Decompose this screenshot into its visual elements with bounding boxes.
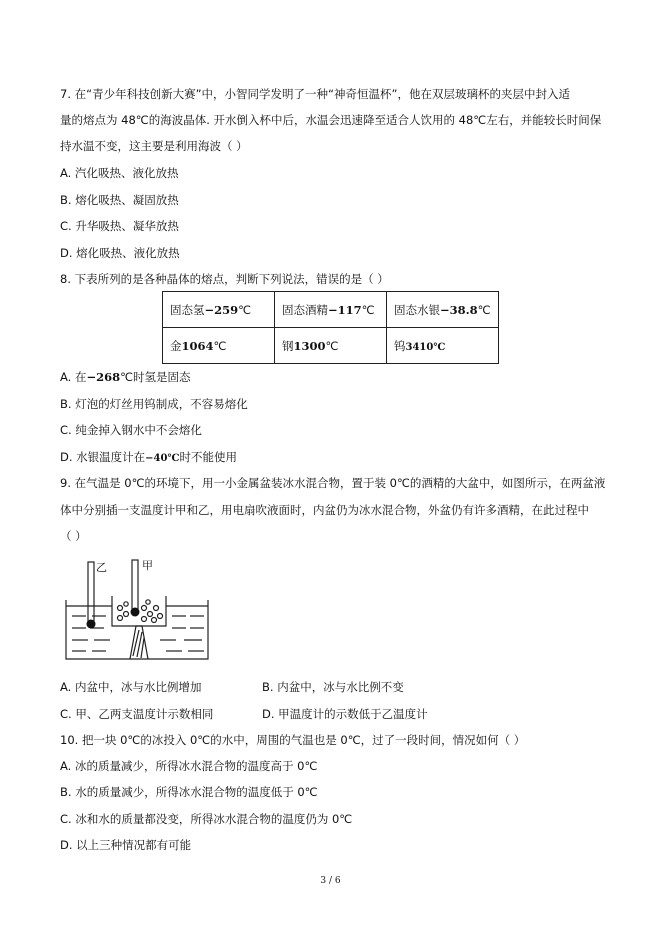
q7-stem-line1: 7. 在“青少年科技创新大赛”中，小智同学发明了一种“神奇恒温杯”，他在双层玻璃杯的夹层中封入适 [60,87,570,101]
q7-stem-line2: 量的熔点为 48℃的海波晶体. 开水倒入杯中后，水温会迅速降至适合人饮用的 48℃左右，并能较长时间保 [60,113,602,127]
q10-stem: 10. 把一块 0℃的冰投入 0℃的水中，周围的气温也是 0℃，过了一段时间，情况如何（ ） [60,733,526,747]
q9-option-c: C. 甲、乙两支温度计示数相同 [60,707,214,721]
q7-stem-line3: 持水温不变，这主要是利用海波（ ） [60,139,248,153]
label-jia: 甲 [142,559,153,572]
q8-option-b: B. 灯泡的灯丝用钨制成，不容易熔化 [60,397,248,411]
table-cell: 固态水银−38.8℃ [387,292,499,328]
table-row [163,292,499,328]
table-cell: 金1064℃ [163,328,275,364]
page-number: 3 / 6 [320,876,341,886]
q7-option-b: B. 熔化吸热、凝固放热 [60,193,179,207]
q10-option-b: B. 水的质量减少，所得冰水混合物的温度低于 0℃ [60,785,318,799]
q7-option-a: A. 汽化吸热、液化放热 [60,166,179,180]
table-cell: 固态酒精−117℃ [275,292,387,328]
melting-point-table [162,291,499,364]
q7-option-d: D. 熔化吸热、液化放热 [60,246,180,260]
q8-option-c: C. 纯金掉入钢水中不会熔化 [60,423,202,437]
q10-option-a: A. 冰的质量减少，所得冰水混合物的温度高于 0℃ [60,759,318,773]
table-cell: 固态氢−259℃ [163,292,275,328]
q9-option-b: B. 内盆中，冰与水比例不变 [262,680,404,694]
q9-stem-line2: 体中分别插一支温度计甲和乙，用电扇吹液面时，内盆仍为冰水混合物，外盆仍有许多酒精，在此过程中 [60,503,589,517]
thermometer-basin-diagram [60,556,215,664]
q10-option-c: C. 冰和水的质量都没变，所得冰水混合物的温度仍为 0℃ [60,812,353,826]
q9-stem-line3: （ ） [60,529,87,543]
q8-option-a: A. 在−268℃时氢是固态 [60,370,191,384]
q9-option-d: D. 甲温度计的示数低于乙温度计 [262,707,428,721]
q8-stem: 8. 下表所列的是各种晶体的熔点，判断下列说法，错误的是（ ） [60,272,389,286]
table-cell: 钨3410℃ [387,328,499,364]
q9-option-a: A. 内盆中，冰与水比例增加 [60,680,202,694]
q10-option-d: D. 以上三种情况都有可能 [60,838,192,852]
thermometer-bulb-jia [131,608,140,617]
label-yi: 乙 [96,561,107,574]
q7-option-c: C. 升华吸热、凝华放热 [60,219,179,233]
thermometer-bulb-yi [87,620,96,629]
q8-option-d: D. 水银温度计在−40℃时不能使用 [60,450,237,464]
table-cell: 钢1300℃ [275,328,387,364]
table-row [163,328,499,364]
q9-stem-line1: 9. 在气温是 0℃的环境下，用一小金属盆装冰水混合物，置于装 0℃的酒精的大盆中，如图所示，在两盆液 [60,476,606,490]
